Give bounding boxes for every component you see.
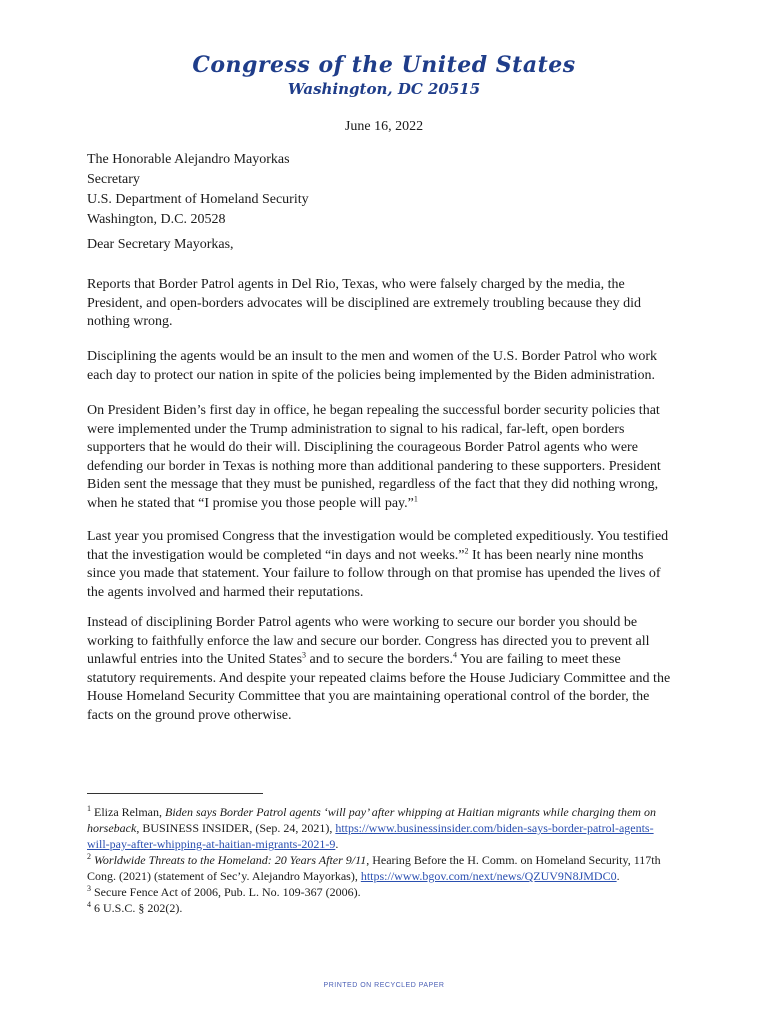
- footnote-2-end: .: [616, 869, 620, 883]
- paragraph-5: [87, 614, 672, 726]
- footnote-1-title: Biden says Border Patrol agents ‘will pay’ after whipping at Haitian migrants while charging them on horseback: [87, 805, 656, 835]
- paragraph-3: [87, 402, 672, 514]
- paragraph-4-text-a: Last year you promised Congress that the investigation would be completed expeditiously. You testified that the investigation would be completed “in days and not weeks.”: [87, 529, 669, 563]
- footnote-3: [87, 884, 672, 900]
- paragraph-1: [87, 276, 672, 332]
- recipient-department: U.S. Department of Homeland Security: [87, 192, 309, 207]
- recipient-title: Secretary: [87, 172, 140, 187]
- footnote-2-link[interactable]: https://www.bgov.com/next/news/QZUV9N8JMDC0: [360, 869, 617, 883]
- letterhead: [0, 52, 768, 98]
- recipient-address: [87, 150, 309, 230]
- footnote-1: [87, 804, 672, 852]
- footnote-1-link[interactable]: https://www.businessinsider.com/biden-says-border-patrol-agents-will-pay-after-whipping-at-haitian-migrants-2021-9: [87, 821, 654, 851]
- letterhead-subtitle: Washington, DC 20515: [287, 80, 481, 98]
- recycled-paper-footer: PRINTED ON RECYCLED PAPER: [323, 982, 445, 989]
- footnote-1-author: Eliza Relman,: [91, 805, 165, 819]
- footnote-divider: [87, 793, 263, 794]
- footnote-4: [87, 900, 672, 916]
- footnote-4-number: 4: [87, 900, 91, 909]
- paragraph-4-text-b: It has been nearly nine months since you made that statement. Your failure to follow through on that promise has upended the lives of the agents involved and harmed their reputations.: [87, 547, 661, 600]
- recipient-name: The Honorable Alejandro Mayorkas: [87, 152, 290, 167]
- footnote-1-number: 1: [87, 804, 91, 813]
- footnote-ref-3[interactable]: 3: [302, 650, 307, 660]
- footnote-2-text: , Hearing Before the H. Comm. on Homeland Security, 117th Cong. (2021) (statement of Sec’y. Alejandro Mayorkas),: [87, 853, 661, 883]
- paragraph-5-text-c: You are failing to meet these statutory requirements. And despite your repeated claims before the House Judiciary Committee and the House Homeland Security Committee that you are maintaining operational control of the border, the facts on the ground prove otherwise.: [87, 652, 671, 723]
- footnote-2-title: Worldwide Threats to the Homeland: 20 Years After 9/11: [91, 853, 367, 867]
- paragraph-1-text: Reports that Border Patrol agents in Del Rio, Texas, who were falsely charged by the media, the President, and open-borders advocates will be disciplined are extremely troubling because they did nothing wrong.: [87, 277, 641, 330]
- paragraph-2-text: Disciplining the agents would be an insult to the men and women of the U.S. Border Patrol who work each day to protect our nation in spite of the policies being implemented by the Biden administration.: [87, 349, 658, 383]
- paragraph-5-text-a: Instead of disciplining Border Patrol agents who were working to secure our border you should be working to faithfully enforce the law and secure our border. Congress has directed you to prevent all unlawful entries into the United States: [87, 615, 650, 668]
- recipient-city: Washington, D.C. 20528: [87, 212, 226, 227]
- footnote-ref-4[interactable]: 4: [452, 650, 457, 660]
- footnote-1-end: .: [335, 837, 339, 851]
- footnote-ref-2[interactable]: 2: [464, 545, 469, 555]
- footnote-3-number: 3: [87, 884, 91, 893]
- salutation: Dear Secretary Mayorkas,: [87, 237, 234, 252]
- paragraph-4: [87, 528, 672, 602]
- footnote-3-text: Secure Fence Act of 2006, Pub. L. No. 109-367 (2006).: [91, 885, 361, 899]
- footnotes: [87, 804, 672, 916]
- letterhead-title: Congress of the United States: [192, 52, 576, 78]
- letter-date: June 16, 2022: [344, 119, 424, 134]
- paragraph-3-text: On President Biden’s first day in office, he began repealing the successful border security policies that were implemented under the Trump administration to signal to his radical, far-left, open borders supporters that he would do their will. Disciplining the courageous Border Patrol agents who were defending our border in Texas is nothing more than additional pandering to these supporters. President Biden sent the message that they must be punished, regardless of the fact that they did nothing wrong, when he stated that “I promise you those people will pay.”: [87, 403, 661, 511]
- footnote-2: [87, 852, 672, 884]
- footnote-2-number: 2: [87, 852, 91, 861]
- footnote-ref-1[interactable]: 1: [413, 494, 418, 504]
- footnote-1-source: , BUSINESS INSIDER, (Sep. 24, 2021),: [136, 821, 336, 835]
- paragraph-2: [87, 348, 672, 385]
- footnote-4-text: 6 U.S.C. § 202(2).: [91, 901, 183, 915]
- paragraph-5-text-b: and to secure the borders.: [306, 652, 453, 668]
